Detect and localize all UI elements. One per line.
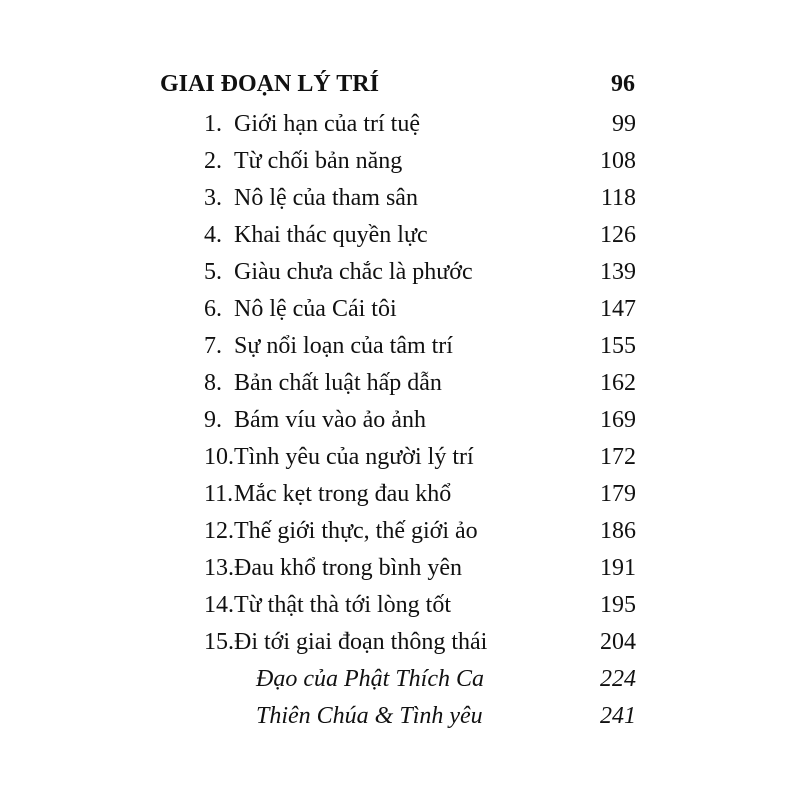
toc-entry <box>204 143 636 180</box>
entry-title: Đau khổ trong bình yên <box>234 555 462 581</box>
entry-number: 7. <box>204 333 222 359</box>
entry-page-number: 172 <box>600 444 636 470</box>
entry-title: Sự nổi loạn của tâm trí <box>234 333 453 359</box>
toc-sub-entry <box>204 661 636 698</box>
entry-number: 4. <box>204 222 222 248</box>
entry-title: Mắc kẹt trong đau khổ <box>234 481 452 507</box>
entry-title: Bám víu vào ảo ảnh <box>234 407 426 433</box>
toc-entry <box>204 217 636 254</box>
entry-number: 1. <box>204 111 222 137</box>
entry-number: 10. <box>204 444 234 470</box>
entry-page-number: 99 <box>612 111 636 137</box>
entry-number: 5. <box>204 259 222 285</box>
entry-number: 3. <box>204 185 222 211</box>
entry-page-number: 191 <box>600 555 636 581</box>
toc-entry <box>204 365 636 402</box>
toc-entry <box>204 587 636 624</box>
entry-number: 13. <box>204 555 234 581</box>
entry-page-number: 126 <box>600 222 636 248</box>
entry-page-number: 108 <box>600 148 636 174</box>
entry-page-number: 118 <box>600 185 636 211</box>
entry-number: 6. <box>204 296 222 322</box>
toc-entry <box>204 550 636 587</box>
entry-page-number: 186 <box>600 518 636 544</box>
toc-entry <box>204 402 636 439</box>
toc-entry <box>204 254 636 291</box>
entry-number: 11. <box>204 481 234 507</box>
entry-page-number: 139 <box>600 259 636 285</box>
entry-title: Thế giới thực, thế giới ảo <box>234 518 478 544</box>
entry-title: Từ thật thà tới lòng tốt <box>234 592 452 618</box>
toc-entry <box>204 180 636 217</box>
toc-entry <box>204 106 636 143</box>
entry-title: Khai thác quyền lực <box>234 222 428 248</box>
toc-entry <box>204 624 636 661</box>
entry-page-number: 162 <box>600 370 636 396</box>
sub-entry-title: Đạo của Phật Thích Ca <box>256 666 484 692</box>
entry-title: Từ chối bản năng <box>234 148 403 174</box>
entry-page-number: 204 <box>600 629 636 655</box>
sub-entry-page-number: 241 <box>600 703 636 729</box>
entry-title: Giàu chưa chắc là phước <box>234 259 473 285</box>
toc-sub-entry <box>204 698 636 735</box>
sub-entry-title: Thiên Chúa & Tình yêu <box>256 703 483 729</box>
entry-number: 8. <box>204 370 222 396</box>
entry-title: Nô lệ của tham sân <box>234 185 418 211</box>
entry-number: 14. <box>204 592 234 618</box>
entry-title: Nô lệ của Cái tôi <box>234 296 397 322</box>
entry-title: Bản chất luật hấp dẫn <box>234 370 442 396</box>
entry-number: 12. <box>204 518 234 544</box>
entry-title: Tình yêu của người lý trí <box>234 444 474 470</box>
entry-title: Đi tới giai đoạn thông thái <box>234 629 488 655</box>
toc-entry <box>204 291 636 328</box>
section-heading <box>160 64 635 104</box>
entry-number: 15. <box>204 629 234 655</box>
toc-entry <box>204 439 636 476</box>
entry-page-number: 155 <box>600 333 636 359</box>
toc-entry <box>204 476 636 513</box>
entry-page-number: 179 <box>600 481 636 507</box>
entry-page-number: 169 <box>600 407 636 433</box>
toc-entry <box>204 328 636 365</box>
entry-number: 9. <box>204 407 222 433</box>
section-title: GIAI ĐOẠN LÝ TRÍ <box>160 71 379 97</box>
entry-title: Giới hạn của trí tuệ <box>234 111 420 137</box>
entry-number: 2. <box>204 148 222 174</box>
entry-page-number: 147 <box>600 296 636 322</box>
toc-entry <box>204 513 636 550</box>
sub-entry-page-number: 224 <box>600 666 636 692</box>
section-page-number: 96 <box>611 71 635 97</box>
entry-page-number: 195 <box>600 592 636 618</box>
